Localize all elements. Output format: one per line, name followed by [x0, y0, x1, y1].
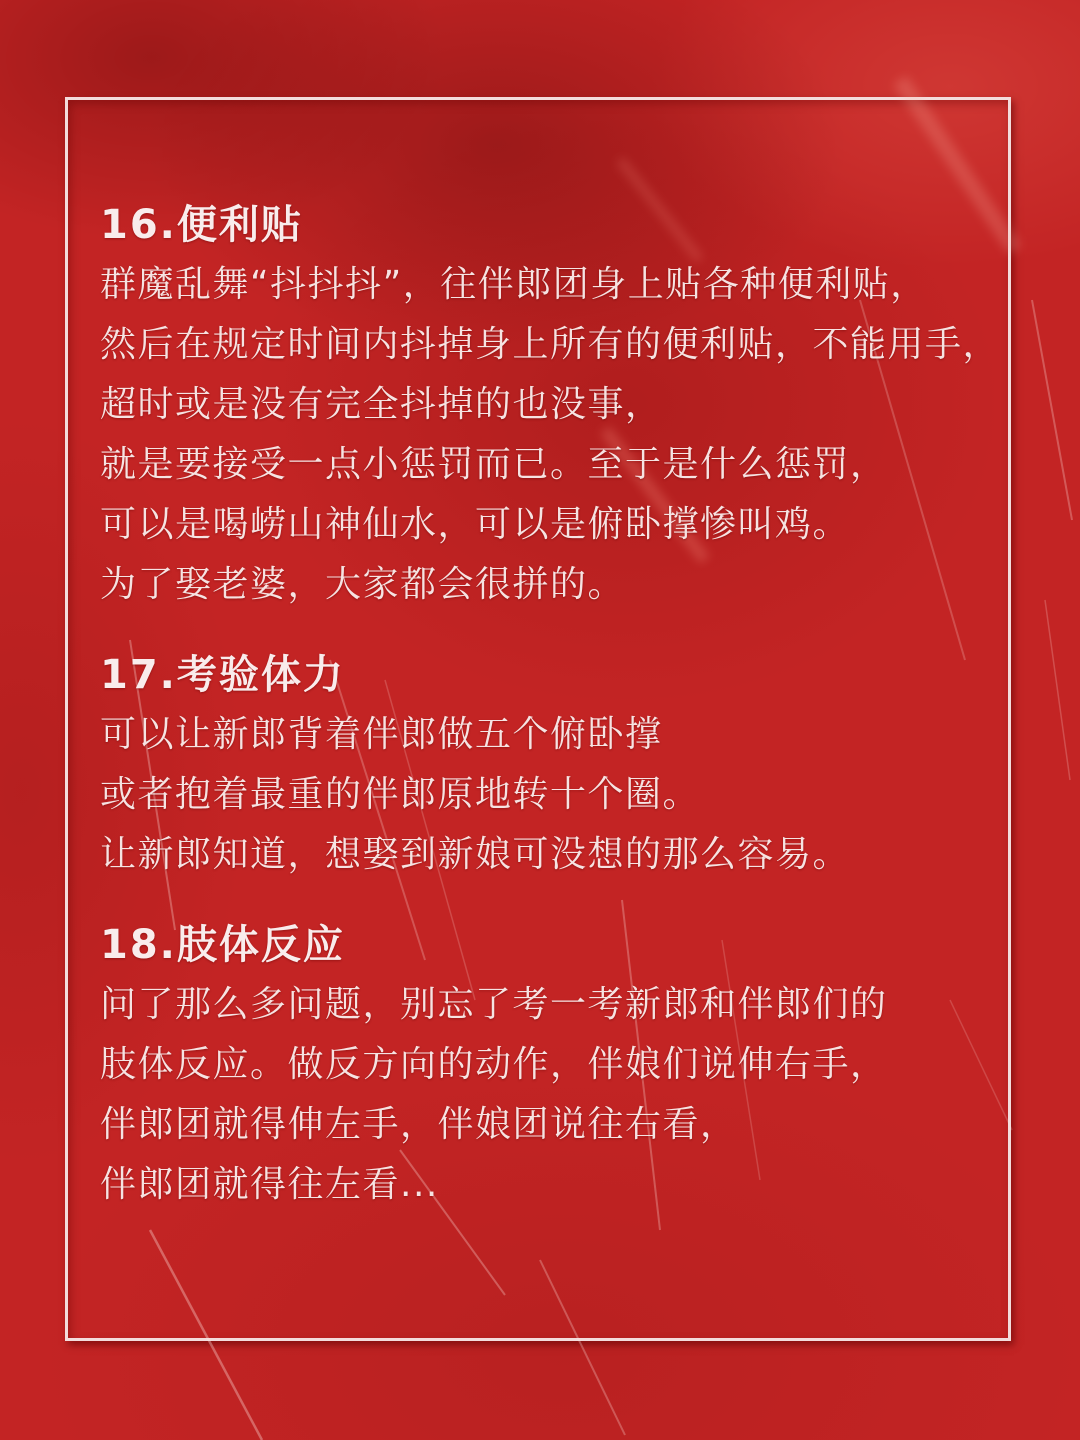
- section-18-line: 伴郎团就得往左看...: [100, 1164, 439, 1205]
- section-17-strength-test: [100, 645, 1000, 885]
- section-16-line: 超时或是没有完全抖掉的也没事，: [100, 384, 663, 425]
- section-18-line: 问了那么多问题，别忘了考一考新郎和伴郎们的: [100, 984, 888, 1025]
- section-17-line: 或者抱着最重的伴郎原地转十个圈。: [100, 774, 701, 815]
- section-16-sticky-notes: [100, 195, 1000, 615]
- section-17-line: 让新郎知道，想娶到新娘可没想的那么容易。: [100, 834, 851, 875]
- section-18-line: 伴郎团就得伸左手，伴娘团说往右看，: [100, 1104, 738, 1145]
- section-16-line: 然后在规定时间内抖掉身上所有的便利贴，不能用手，: [100, 324, 1001, 365]
- section-18-title: 18.肢体反应: [100, 922, 345, 968]
- section-18-body-reaction: [100, 915, 1000, 1215]
- section-16-line: 可以是喝崂山神仙水，可以是俯卧撑惨叫鸡。: [100, 504, 851, 545]
- section-16-line: 就是要接受一点小惩罚而已。至于是什么惩罚，: [100, 444, 888, 485]
- section-16-line: 为了娶老婆，大家都会很拼的。: [100, 564, 626, 605]
- section-16-line: 群魔乱舞“抖抖抖”，往伴郎团身上贴各种便利贴，: [100, 264, 928, 305]
- section-17-title: 17.考验体力: [100, 652, 345, 698]
- section-16-title: 16.便利贴: [100, 202, 303, 248]
- instruction-text-block: [100, 195, 1000, 1215]
- section-18-line: 肢体反应。做反方向的动作，伴娘们说伸右手，: [100, 1044, 888, 1085]
- section-17-line: 可以让新郎背着伴郎做五个俯卧撑: [100, 714, 663, 755]
